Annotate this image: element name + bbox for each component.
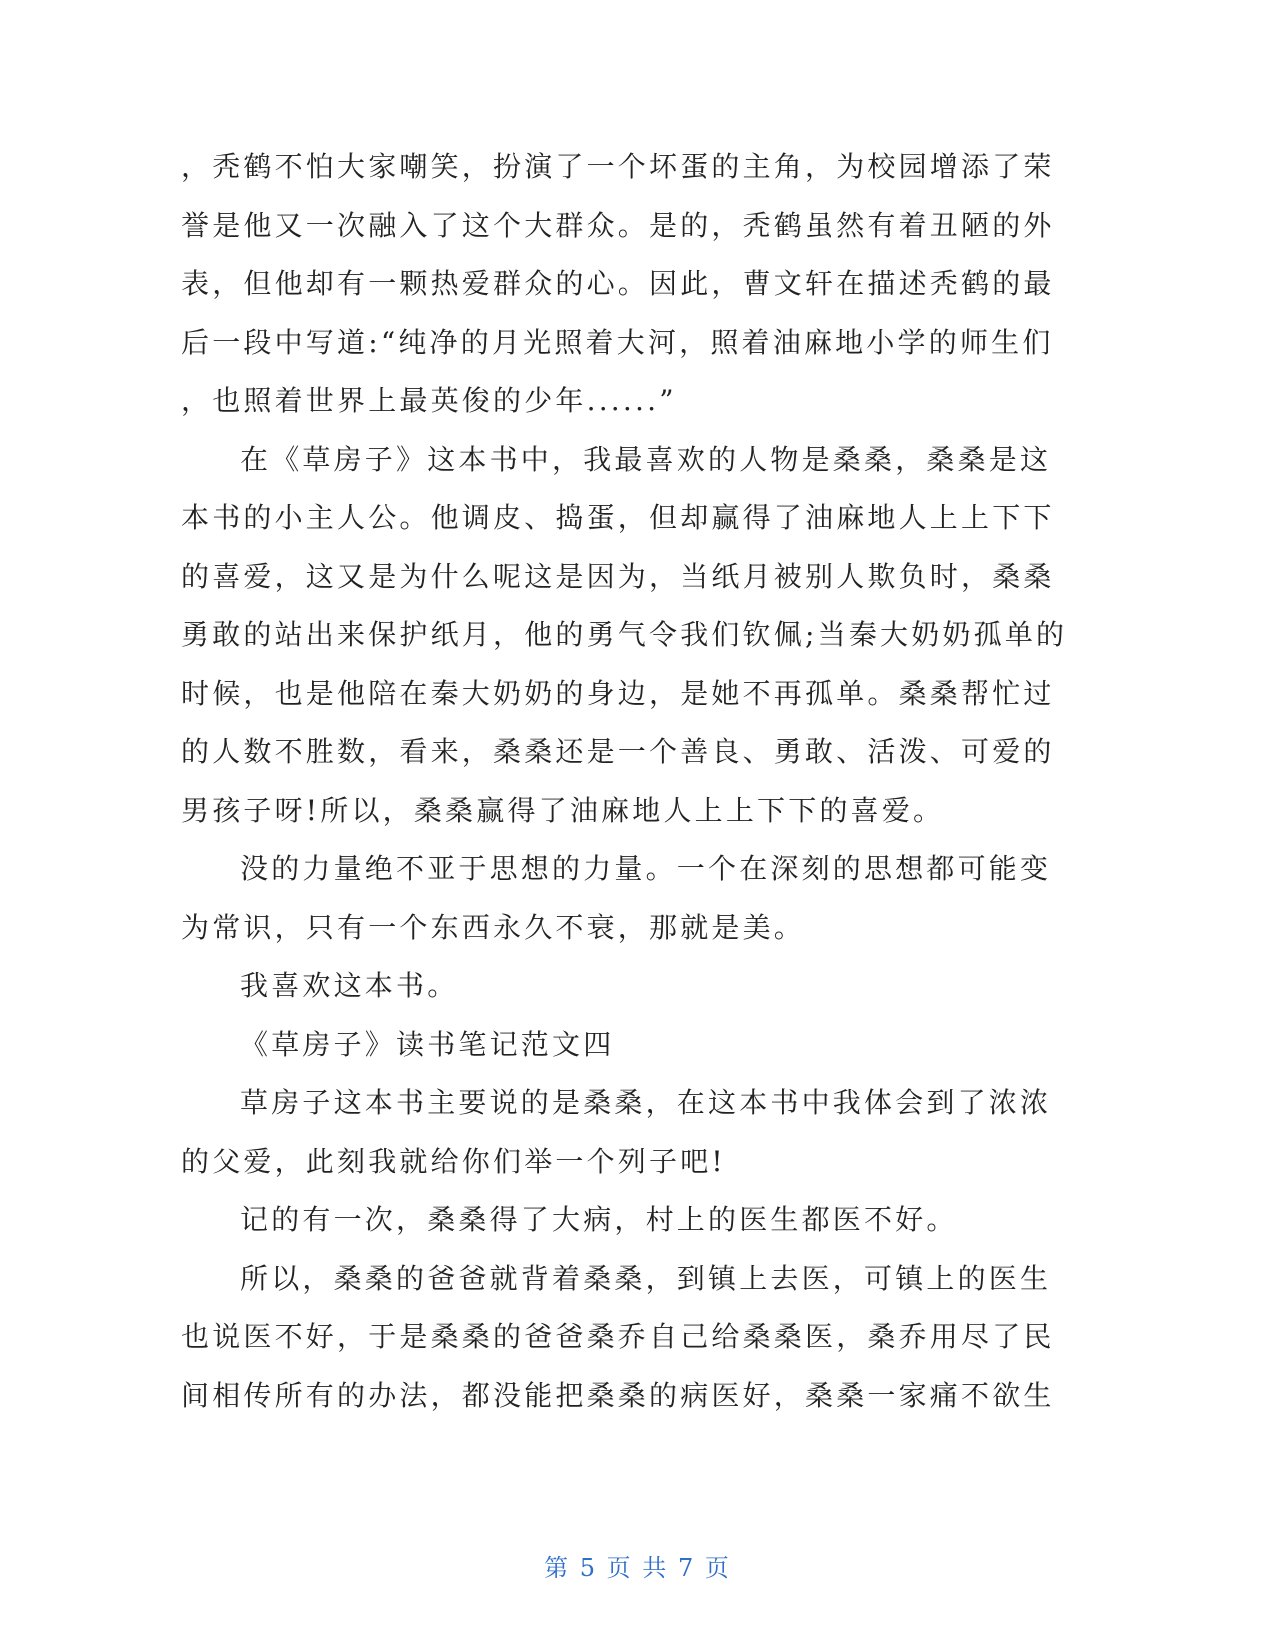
text-line: 在《草房子》这本书中，我最喜欢的人物是桑桑，桑桑是这 — [240, 442, 1052, 476]
text-line: 的喜爱，这又是为什么呢这是因为，当纸月被别人欺负时，桑桑 — [181, 559, 1055, 593]
text-line: 本书的小主人公。他调皮、捣蛋，但却赢得了油麻地人上上下下 — [181, 501, 1055, 534]
text-line: 没的力量绝不亚于思想的力量。一个在深刻的思想都可能变 — [240, 852, 1052, 885]
text-line: 的父爱，此刻我就给你们举一个列子吧! — [181, 1144, 726, 1178]
text-line: ，也照着世界上最英俊的少年......” — [181, 384, 677, 417]
text-line: 也说医不好，于是桑桑的爸爸桑乔自己给桑桑医，桑乔用尽了民 — [181, 1320, 1055, 1353]
text-line: 表，但他却有一颗热爱群众的心。因此，曹文轩在描述秃鹤的最 — [181, 267, 1055, 300]
page-number-footer: 第 5 页 共 7 页 — [544, 1554, 731, 1582]
text-line: ，秃鹤不怕大家嘲笑，扮演了一个坏蛋的主角，为校园增添了荣 — [181, 150, 1055, 183]
text-line: 为常识，只有一个东西永久不衰，那就是美。 — [181, 910, 806, 944]
text-line: 时候，也是他陪在秦大奶奶的身边，是她不再孤单。桑桑帮忙过 — [181, 676, 1055, 710]
text-line: 男孩子呀!所以，桑桑赢得了油麻地人上上下下的喜爱。 — [181, 793, 945, 827]
text-line: 我喜欢这本书。 — [240, 969, 459, 1002]
text-line: 誉是他又一次融入了这个大群众。是的，秃鹤虽然有着丑陋的外 — [181, 208, 1055, 242]
text-line: 间相传所有的办法，都没能把桑桑的病医好，桑桑一家痛不欲生 — [181, 1378, 1055, 1412]
document-body — [181, 138, 1068, 1425]
text-line: 记的有一次，桑桑得了大病，村上的医生都医不好。 — [240, 1203, 958, 1236]
text-line: 的人数不胜数，看来，桑桑还是一个善良、勇敢、活泼、可爱的 — [181, 735, 1055, 768]
text-line: 草房子这本书主要说的是桑桑，在这本书中我体会到了浓浓 — [240, 1086, 1052, 1119]
text-line: 《草房子》读书笔记范文四 — [240, 1027, 615, 1061]
text-line: 勇敢的站出来保护纸月，他的勇气令我们钦佩;当秦大奶奶孤单的 — [181, 618, 1068, 651]
text-line: 后一段中写道:“纯净的月光照着大河，照着油麻地小学的师生们 — [181, 325, 1054, 359]
text-line: 所以，桑桑的爸爸就背着桑桑，到镇上去医，可镇上的医生 — [240, 1261, 1052, 1295]
